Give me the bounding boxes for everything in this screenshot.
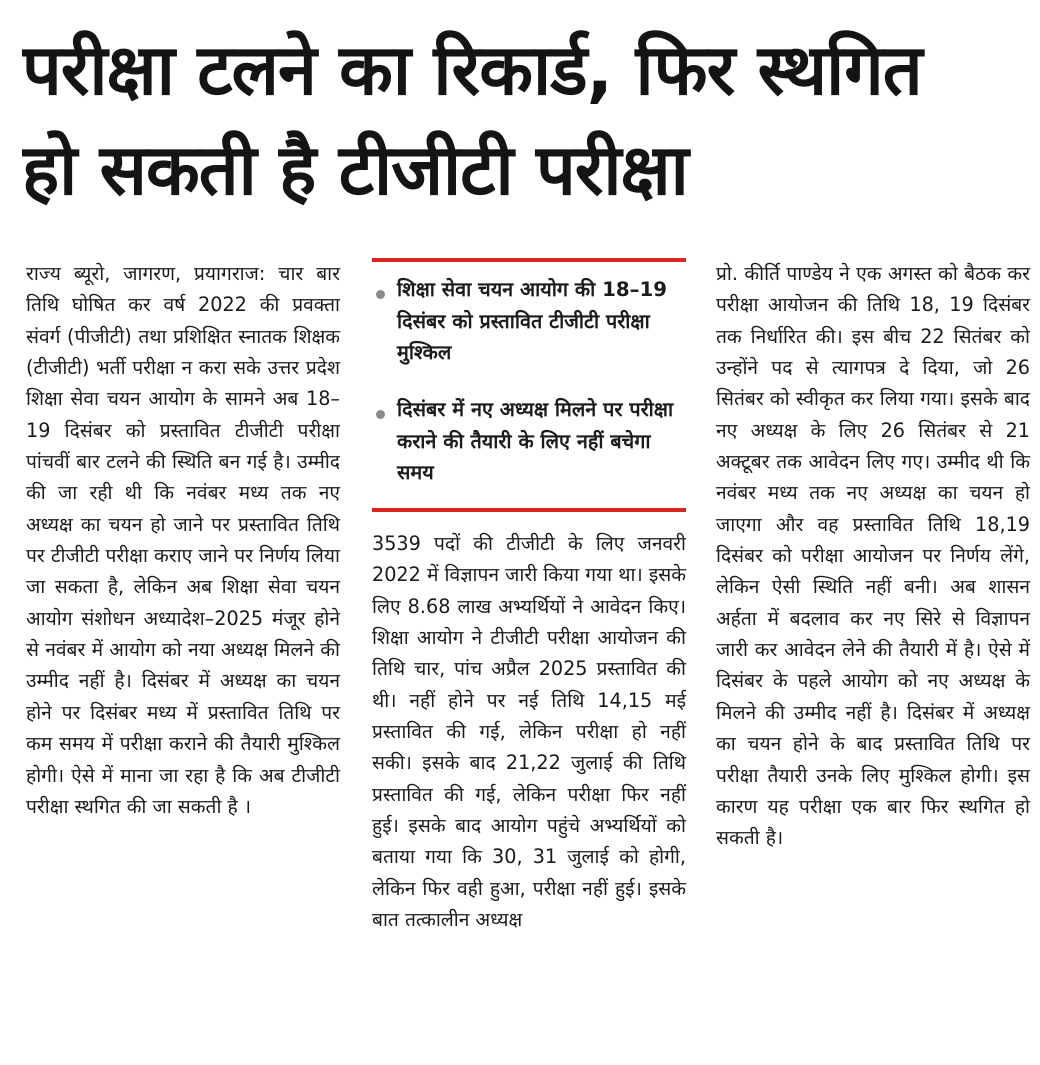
column-2-text: 3539 पदों की टीजीटी के लिए जनवरी 2022 में विज्ञापन जारी किया गया था। इसके लिए 8.68 लाख अभ्यर्थियों ने आवेदन किए। शिक्षा आयोग ने टीजीटी परीक्षा आयोजन की तिथि चार, पांच अप्रैल 2025 प्रस्तावित की थी। नहीं होने पर नई तिथि 14,15 मई प्रस्तावित की गई, लेकिन परीक्षा हो नहीं सकी। इसके बाद 21,22 जुलाई की तिथि प्रस्तावित की गई, लेकिन परीक्षा फिर नहीं हुई। इसके बाद आयोग पहुंचे अभ्यर्थियों को बताया गया कि 30, 31 जुलाई को होगी, लेकिन फिर वही हुआ, परीक्षा नहीं हुई। इसके बात तत्कालीन अध्यक्ष: [372, 532, 686, 932]
column-1-text: राज्य ब्यूरो, जागरण, प्रयागराज: चार बार तिथि घोषित कर वर्ष 2022 की प्रवक्ता संवर्ग (पीजीटी) तथा प्रशिक्षित स्नातक शिक्षक (टीजीटी) भर्ती परीक्षा न करा सके उत्तर प्रदेश शिक्षा सेवा चयन आयोग के सामने अब 18–19 दिसंबर को प्रस्तावित टीजीटी परीक्षा पांचवीं बार टलने की स्थिति बन गई है। उम्मीद की जा रही थी कि नवंबर मध्य तक नए अध्यक्ष का चयन हो जाने पर प्रस्तावित तिथि पर टीजीटी परीक्षा कराए जाने पर निर्णय लिया जा सकता है, लेकिन अब शिक्षा सेवा चयन आयोग संशोधन अध्यादेश–2025 मंजूर होने से नवंबर में आयोग को नया अध्यक्ष मिलने की उम्मीद नहीं है। दिसंबर में अध्यक्ष का चयन होने पर दिसंबर मध्य में प्रस्तावित तिथि पर कम समय में परीक्षा कराने की तैयारी मुश्किल होगी। ऐसे में माना जा रहा है कि अब टीजीटी परीक्षा स्थगित की जा सकती है ।: [26, 262, 340, 818]
article-column-1: [26, 258, 340, 822]
highlight-item-2-text: दिसंबर में नए अध्यक्ष मिलने पर परीक्षा कराने की तैयारी के लिए नहीं बचेगा समय: [397, 398, 674, 484]
column-2-body: [372, 528, 686, 935]
headline-line-2: हो सकती है टीजीटी परीक्षा: [22, 129, 688, 211]
bullet-dot-icon: [376, 410, 385, 419]
highlight-item-1: [372, 274, 686, 369]
highlight-item-2: [372, 394, 686, 489]
highlight-top-rule: [372, 258, 686, 262]
highlight-bottom-rule: [372, 508, 686, 512]
bullet-dot-icon: [376, 290, 385, 299]
highlight-box: [372, 258, 686, 516]
article-column-3: [716, 258, 1030, 854]
headline: [22, 20, 1022, 220]
column-3-text: प्रो. कीर्ति पाण्डेय ने एक अगस्त को बैठक कर परीक्षा आयोजन की तिथि 18, 19 दिसंबर तक निर्धारित की। इस बीच 22 सितंबर को उन्होंने पद से त्यागपत्र दे दिया, जो 26 सितंबर को स्वीकृत कर लिया गया। इसके बाद नए अध्यक्ष के लिए 26 सितंबर से 21 अक्टूबर तक आवेदन लिए गए। उम्मीद थी कि नवंबर मध्य तक नए अध्यक्ष का चयन हो जाएगा और वह प्रस्तावित तिथि 18,19 दिसंबर को परीक्षा आयोजन पर निर्णय लेंगे, लेकिन ऐसी स्थिति नहीं बनी। अब शासन अर्हता में बदलाव कर नए सिरे से विज्ञापन जारी कर आवेदन लेने की तैयारी में है। ऐसे में दिसंबर के पहले आयोग को नए अध्यक्ष के मिलने की उम्मीद नहीं है। दिसंबर में अध्यक्ष का चयन होने के बाद प्रस्तावित तिथि पर परीक्षा तैयारी उनके लिए मुश्किल होगी। इस कारण यह परीक्षा एक बार फिर स्थगित हो सकती है।: [716, 262, 1030, 850]
highlight-item-1-text: शिक्षा सेवा चयन आयोग की 18–19 दिसंबर को प्रस्तावित टीजीटी परीक्षा मुश्किल: [397, 278, 668, 364]
headline-line-1: परीक्षा टलने का रिकार्ड, फिर स्थगित: [22, 29, 922, 111]
